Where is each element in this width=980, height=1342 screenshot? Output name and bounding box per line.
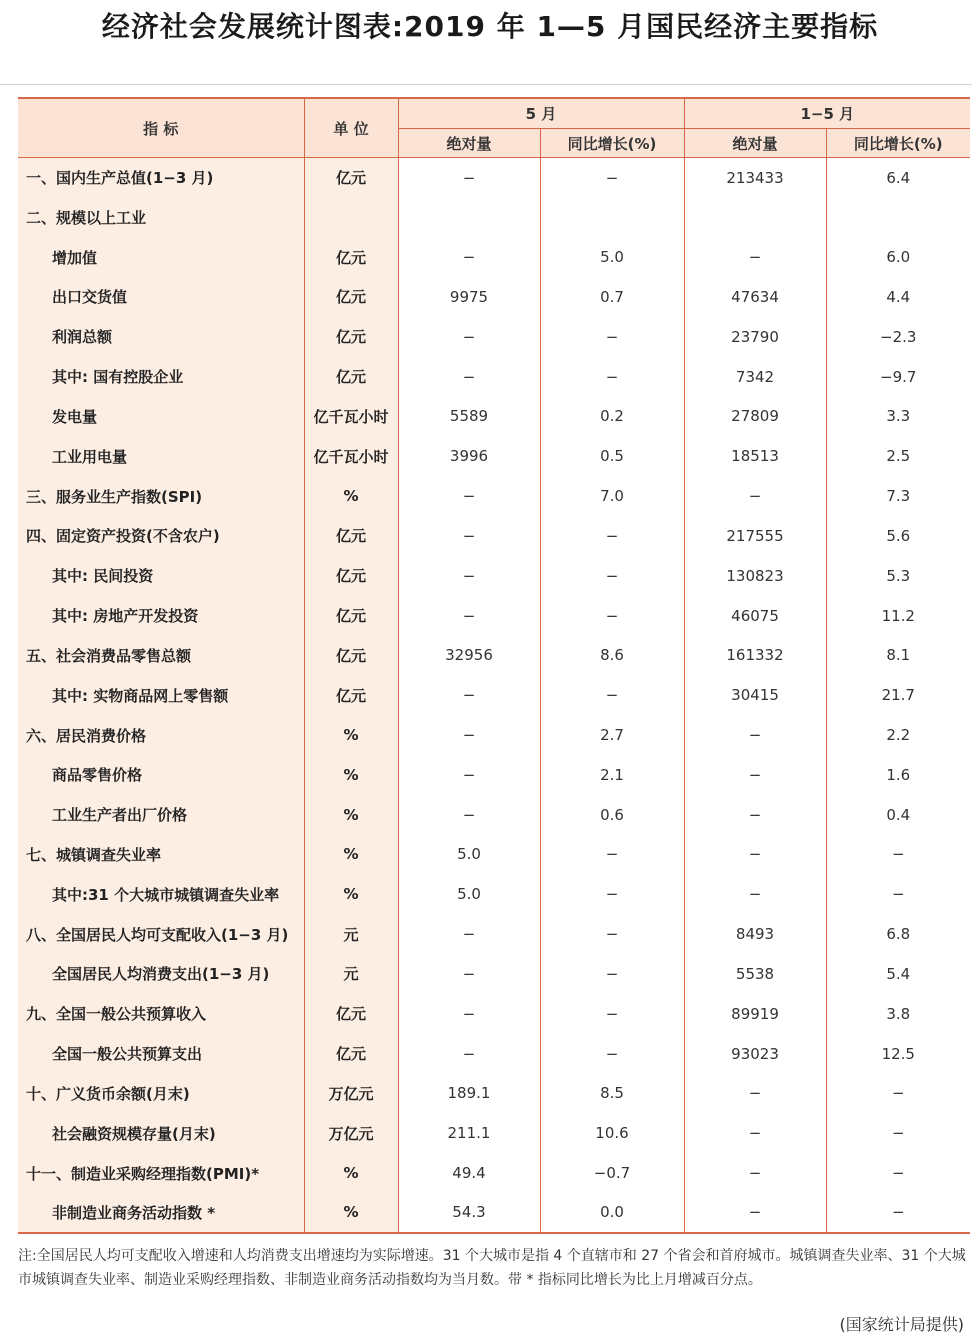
ytd-growth-cell: 1.6 [826,755,970,795]
ytd-abs-cell: − [684,755,826,795]
table-row [18,357,970,397]
may-abs-cell [398,197,540,237]
may-abs-cell: − [398,237,540,277]
may-abs-cell: − [398,914,540,954]
may-abs-cell: − [398,516,540,556]
table-row [18,596,970,636]
unit-cell: 亿元 [304,675,398,715]
ytd-abs-cell: 23790 [684,317,826,357]
ytd-abs-cell: − [684,795,826,835]
ytd-growth-cell: −2.3 [826,317,970,357]
indicator-cell: 商品零售价格 [18,755,304,795]
ytd-growth-cell: 3.8 [826,994,970,1034]
indicator-cell: 一、国内生产总值(1−3 月) [18,158,304,198]
ytd-abs-cell: − [684,1193,826,1233]
ytd-growth-cell: − [826,1153,970,1193]
ytd-abs-cell: 213433 [684,158,826,198]
ytd-growth-cell: 5.6 [826,516,970,556]
table-row [18,795,970,835]
indicator-cell: 出口交货值 [18,277,304,317]
may-growth-cell: 0.2 [540,396,684,436]
ytd-growth-cell: 6.8 [826,914,970,954]
indicator-cell: 二、规模以上工业 [18,197,304,237]
table-row [18,1153,970,1193]
indicator-cell: 十一、制造业采购经理指数(PMI)* [18,1153,304,1193]
unit-cell: 万亿元 [304,1074,398,1114]
may-abs-cell: − [398,476,540,516]
ytd-growth-cell: 6.0 [826,237,970,277]
table-row [18,237,970,277]
indicator-cell: 四、固定资产投资(不含农户) [18,516,304,556]
unit-cell: % [304,835,398,875]
header-group-jan-may: 1−5 月 [684,98,970,129]
indicator-cell: 七、城镇调查失业率 [18,835,304,875]
may-abs-cell: 5589 [398,396,540,436]
may-abs-cell: − [398,1034,540,1074]
table-row [18,835,970,875]
table-row [18,994,970,1034]
ytd-abs-cell: 93023 [684,1034,826,1074]
indicator-cell: 全国居民人均消费支出(1−3 月) [18,954,304,994]
unit-cell: 亿元 [304,556,398,596]
indicator-cell: 社会融资规模存量(月末) [18,1113,304,1153]
ytd-abs-cell: 7342 [684,357,826,397]
indicator-cell: 增加值 [18,237,304,277]
may-growth-cell: − [540,874,684,914]
may-growth-cell: 8.6 [540,635,684,675]
unit-cell: 亿元 [304,237,398,277]
unit-cell: % [304,476,398,516]
table-row [18,675,970,715]
table-row [18,436,970,476]
indicator-cell: 十、广义货币余额(月末) [18,1074,304,1114]
may-abs-cell: 32956 [398,635,540,675]
indicator-cell: 利润总额 [18,317,304,357]
ytd-abs-cell: 46075 [684,596,826,636]
may-growth-cell: 2.7 [540,715,684,755]
indicator-cell: 工业生产者出厂价格 [18,795,304,835]
indicator-cell: 其中: 国有控股企业 [18,357,304,397]
may-abs-cell: − [398,994,540,1034]
ytd-growth-cell: 8.1 [826,635,970,675]
may-abs-cell: − [398,675,540,715]
table-row [18,1113,970,1153]
unit-cell: % [304,715,398,755]
may-growth-cell: − [540,914,684,954]
table-row [18,476,970,516]
may-growth-cell: 8.5 [540,1074,684,1114]
unit-cell: % [304,874,398,914]
ytd-growth-cell: − [826,1113,970,1153]
title-divider [0,84,972,85]
unit-cell: % [304,795,398,835]
may-abs-cell: 189.1 [398,1074,540,1114]
footnote: 注:全国居民人均可支配收入增速和人均消费支出增速均为实际增速。31 个大城市是指 4 个直辖市和 27 个省会和首府城市。城镇调查失业率、31 个大城市城镇调查失业率、制造业采购经理指数、非制造业商务活动指数均为当月数。带 * 指标同比增长为比上月增减百分点。 [18,1248,966,1288]
may-growth-cell: 0.0 [540,1193,684,1233]
ytd-growth-cell: 4.4 [826,277,970,317]
may-growth-cell: −0.7 [540,1153,684,1193]
may-abs-cell: 5.0 [398,874,540,914]
ytd-abs-cell: 5538 [684,954,826,994]
unit-cell: 亿元 [304,277,398,317]
ytd-growth-cell: 5.4 [826,954,970,994]
table-row [18,635,970,675]
table-row [18,1193,970,1233]
header-ytd-growth: 同比增长(%) [826,129,970,158]
table-row [18,556,970,596]
ytd-growth-cell: 7.3 [826,476,970,516]
table-row [18,954,970,994]
ytd-growth-cell: 12.5 [826,1034,970,1074]
indicator-cell: 五、社会消费品零售总额 [18,635,304,675]
unit-cell: 亿元 [304,317,398,357]
indicator-cell: 八、全国居民人均可支配收入(1−3 月) [18,914,304,954]
ytd-growth-cell: 6.4 [826,158,970,198]
ytd-growth-cell: − [826,1193,970,1233]
indicator-cell: 其中: 民间投资 [18,556,304,596]
unit-cell: 亿元 [304,516,398,556]
table-row [18,914,970,954]
indicator-cell: 其中: 房地产开发投资 [18,596,304,636]
may-growth-cell [540,197,684,237]
unit-cell: 亿千瓦小时 [304,396,398,436]
ytd-abs-cell: − [684,835,826,875]
may-abs-cell: 54.3 [398,1193,540,1233]
indicator-cell: 其中: 实物商品网上零售额 [18,675,304,715]
ytd-growth-cell: 11.2 [826,596,970,636]
ytd-growth-cell: 0.4 [826,795,970,835]
may-abs-cell: − [398,158,540,198]
indicator-cell: 工业用电量 [18,436,304,476]
header-may-growth: 同比增长(%) [540,129,684,158]
unit-cell: 亿元 [304,357,398,397]
may-abs-cell: − [398,755,540,795]
ytd-abs-cell: − [684,1074,826,1114]
unit-cell: 亿元 [304,596,398,636]
table-row [18,715,970,755]
ytd-growth-cell [826,197,970,237]
may-abs-cell: 5.0 [398,835,540,875]
ytd-abs-cell: 47634 [684,277,826,317]
may-growth-cell: − [540,596,684,636]
indicator-cell: 九、全国一般公共预算收入 [18,994,304,1034]
may-growth-cell: 2.1 [540,755,684,795]
header-may-abs: 绝对量 [398,129,540,158]
table-row [18,1074,970,1114]
ytd-abs-cell: 8493 [684,914,826,954]
may-growth-cell: 5.0 [540,237,684,277]
may-growth-cell: − [540,994,684,1034]
unit-cell [304,197,398,237]
ytd-abs-cell: − [684,237,826,277]
may-growth-cell: 0.5 [540,436,684,476]
may-growth-cell: − [540,1034,684,1074]
table-row [18,158,970,198]
indicator-cell: 发电量 [18,396,304,436]
ytd-abs-cell: − [684,1113,826,1153]
indicator-cell: 六、居民消费价格 [18,715,304,755]
ytd-abs-cell: 18513 [684,436,826,476]
may-abs-cell: − [398,556,540,596]
may-abs-cell: − [398,357,540,397]
indicator-cell: 全国一般公共预算支出 [18,1034,304,1074]
unit-cell: 亿元 [304,158,398,198]
table-row [18,197,970,237]
may-growth-cell: 0.6 [540,795,684,835]
indicator-cell: 其中:31 个大城市城镇调查失业率 [18,874,304,914]
may-abs-cell: 211.1 [398,1113,540,1153]
ytd-growth-cell: −9.7 [826,357,970,397]
unit-cell: 亿元 [304,635,398,675]
may-growth-cell: − [540,357,684,397]
ytd-abs-cell: 89919 [684,994,826,1034]
may-abs-cell: − [398,317,540,357]
unit-cell: 亿千瓦小时 [304,436,398,476]
may-growth-cell: 10.6 [540,1113,684,1153]
may-abs-cell: − [398,715,540,755]
ytd-growth-cell: 2.2 [826,715,970,755]
ytd-abs-cell: − [684,1153,826,1193]
unit-cell: 万亿元 [304,1113,398,1153]
ytd-growth-cell: 21.7 [826,675,970,715]
table-row [18,317,970,357]
indicator-cell: 三、服务业生产指数(SPI) [18,476,304,516]
header-unit: 单 位 [304,98,398,158]
may-growth-cell: − [540,675,684,715]
unit-cell: % [304,755,398,795]
table-row [18,874,970,914]
may-growth-cell: 0.7 [540,277,684,317]
ytd-growth-cell: 5.3 [826,556,970,596]
table-row [18,1034,970,1074]
ytd-abs-cell: 161332 [684,635,826,675]
may-growth-cell: − [540,835,684,875]
unit-cell: 亿元 [304,994,398,1034]
may-abs-cell: − [398,795,540,835]
may-abs-cell: 3996 [398,436,540,476]
unit-cell: 亿元 [304,1034,398,1074]
ytd-abs-cell: 27809 [684,396,826,436]
ytd-growth-cell: − [826,874,970,914]
may-growth-cell: − [540,516,684,556]
ytd-growth-cell: − [826,835,970,875]
ytd-abs-cell: 30415 [684,675,826,715]
table-row [18,396,970,436]
ytd-abs-cell: − [684,715,826,755]
table-body [18,158,970,1233]
indicators-table [18,97,970,1234]
ytd-abs-cell [684,197,826,237]
ytd-abs-cell: 130823 [684,556,826,596]
table-row [18,516,970,556]
may-growth-cell: − [540,317,684,357]
may-growth-cell: − [540,556,684,596]
may-growth-cell: 7.0 [540,476,684,516]
unit-cell: % [304,1153,398,1193]
ytd-abs-cell: − [684,476,826,516]
may-abs-cell: 49.4 [398,1153,540,1193]
header-ytd-abs: 绝对量 [684,129,826,158]
ytd-abs-cell: 217555 [684,516,826,556]
table-row [18,277,970,317]
table-row [18,755,970,795]
may-growth-cell: − [540,954,684,994]
ytd-abs-cell: − [684,874,826,914]
unit-cell: 元 [304,954,398,994]
header-indicator: 指 标 [18,98,304,158]
header-group-may: 5 月 [398,98,684,129]
unit-cell: 元 [304,914,398,954]
may-abs-cell: 9975 [398,277,540,317]
ytd-growth-cell: 3.3 [826,396,970,436]
unit-cell: % [304,1193,398,1233]
ytd-growth-cell: − [826,1074,970,1114]
may-growth-cell: − [540,158,684,198]
page-title: 经济社会发展统计图表:2019 年 1—5 月国民经济主要指标 [101,10,879,43]
ytd-growth-cell: 2.5 [826,436,970,476]
may-abs-cell: − [398,954,540,994]
indicator-cell: 非制造业商务活动指数 * [18,1193,304,1233]
source-credit: (国家统计局提供) [839,1315,964,1334]
may-abs-cell: − [398,596,540,636]
